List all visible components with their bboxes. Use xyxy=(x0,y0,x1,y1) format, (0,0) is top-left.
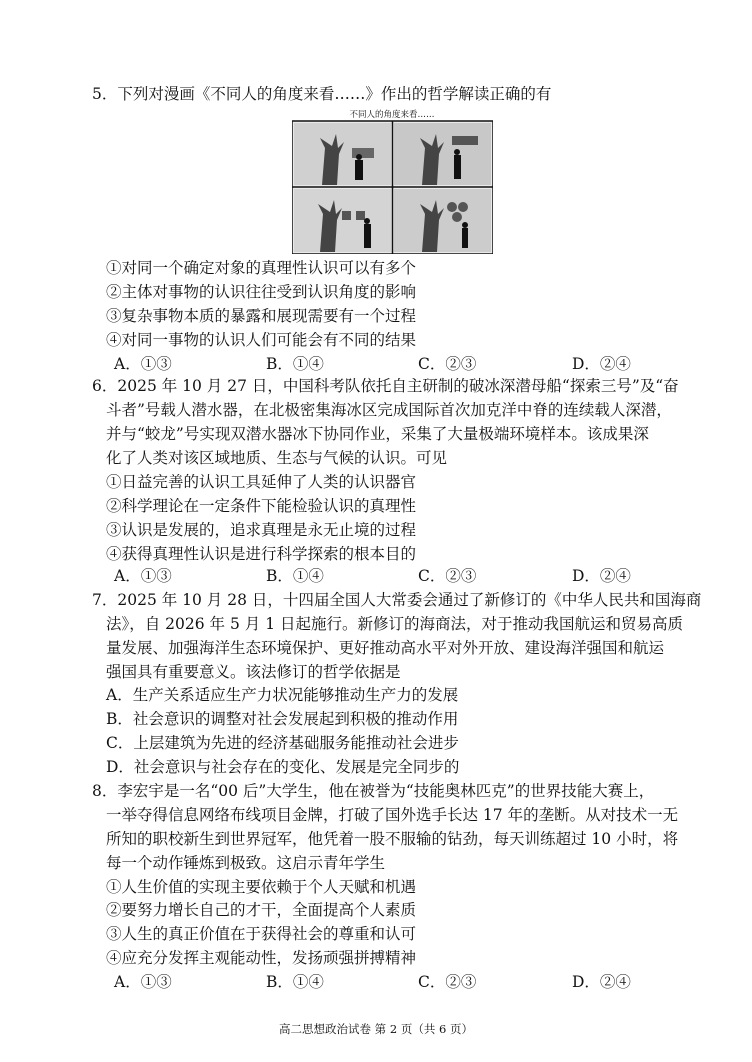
q5-option-4: ④对同一事物的认识人们可能会有不同的结果 xyxy=(106,331,417,349)
q5-option-3: ③复杂事物本质的暴露和展现需要有一个过程 xyxy=(106,307,417,325)
q7-stem-line-2: 法》，自 2026 年 5 月 1 日起施行。新修订的海商法，对于推动我国航运和贸易高质 xyxy=(106,615,683,633)
q8-stem-line-1: 8．李宏宇是一名“00 后”大学生，他在被誉为“技能奥林匹克”的世界技能大赛上， xyxy=(92,782,655,800)
q6-choice-c: C．②③ xyxy=(418,567,477,585)
q8-choice-c: C．②③ xyxy=(418,973,477,991)
q5-stem: 5．下列对漫画《不同人的角度来看……》作出的哲学解读正确的有 xyxy=(92,85,552,103)
q7-option-c: C．上层建筑为先进的经济基础服务能推动社会进步 xyxy=(106,734,459,752)
q5-choice-d: D．②④ xyxy=(572,355,631,373)
q6-stem-line-4: 化了人类对该区域地质、生态与气候的认识。可见 xyxy=(106,449,448,467)
q5-option-1: ①对同一个确定对象的真理性认识可以有多个 xyxy=(106,259,417,277)
cartoon-panel-1 xyxy=(294,123,391,185)
q7-stem-line-3: 量发展、加强海洋生态环境保护、更好推动高水平对外开放、建设海洋强国和航运 xyxy=(106,639,665,657)
q8-choice-a: A．①③ xyxy=(114,973,172,991)
q7-option-b: B．社会意识的调整对社会发展起到积极的推动作用 xyxy=(106,710,459,728)
q6-stem-line-1: 6．2025 年 10 月 27 日，中国科考队依托自主研制的破冰深潜母船“探索三号”及“奋 xyxy=(92,377,679,395)
cartoon-image xyxy=(292,108,493,254)
q6-choice-a: A．①③ xyxy=(114,567,172,585)
q8-choice-b: B．①④ xyxy=(266,973,324,991)
q6-stem-line-3: 并与“蛟龙”号实现双潜水器冰下协同作业，采集了大量极端环境样本。该成果深 xyxy=(106,425,649,443)
q6-option-1: ①日益完善的认识工具延伸了人类的认识器官 xyxy=(106,473,417,491)
cartoon-panel-3 xyxy=(294,189,391,252)
page-footer: 高二思想政治试卷 第 2 页（共 6 页） xyxy=(279,1022,473,1036)
q6-stem-line-2: 斗者”号载人潜水器，在北极密集海冰区完成国际首次加克洋中脊的连续载人深潜， xyxy=(106,401,672,419)
q8-stem-line-4: 每一个动作锤炼到极致。这启示青年学生 xyxy=(106,854,386,872)
q8-stem-line-3: 所知的职校新生到世界冠军，他凭着一股不服输的钻劲，每天训练超过 10 小时，将 xyxy=(106,830,679,848)
q7-stem-line-1: 7．2025 年 10 月 28 日，十四届全国人大常委会通过了新修订的《中华人民共和国海商 xyxy=(92,591,702,609)
q8-option-4: ④应充分发挥主观能动性，发扬顽强拼搏精神 xyxy=(106,949,417,967)
q6-option-2: ②科学理论在一定条件下能检验认识的真理性 xyxy=(106,497,417,515)
q5-choice-b: B．①④ xyxy=(266,355,324,373)
q5-choice-a: A．①③ xyxy=(114,355,172,373)
q8-stem-line-2: 一举夺得信息网络布线项目金牌，打破了国外选手长达 17 年的垄断。从对技术一无 xyxy=(106,806,679,824)
q6-choice-d: D．②④ xyxy=(572,567,631,585)
q6-option-4: ④获得真理性认识是进行科学探索的根本目的 xyxy=(106,545,417,563)
q6-option-3: ③认识是发展的，追求真理是永无止境的过程 xyxy=(106,521,417,539)
q7-stem-line-4: 强国具有重要意义。该法修订的哲学依据是 xyxy=(106,663,401,681)
cartoon-panel-2 xyxy=(394,123,491,185)
q8-option-1: ①人生价值的实现主要依赖于个人天赋和机遇 xyxy=(106,878,417,896)
q7-option-a: A．生产关系适应生产力状况能够推动生产力的发展 xyxy=(106,686,459,704)
cartoon-caption: 不同人的角度来看…… xyxy=(349,110,435,120)
q8-choice-d: D．②④ xyxy=(572,973,631,991)
cartoon-panel-4 xyxy=(394,189,491,252)
q8-option-3: ③人生的真正价值在于获得社会的尊重和认可 xyxy=(106,925,417,943)
q6-choice-b: B．①④ xyxy=(266,567,324,585)
q5-choice-c: C．②③ xyxy=(418,355,477,373)
q8-option-2: ②要努力增长自己的才干，全面提高个人素质 xyxy=(106,901,417,919)
q7-option-d: D．社会意识与社会存在的变化、发展是完全同步的 xyxy=(106,758,460,776)
q5-option-2: ②主体对事物的认识往往受到认识角度的影响 xyxy=(106,283,417,301)
